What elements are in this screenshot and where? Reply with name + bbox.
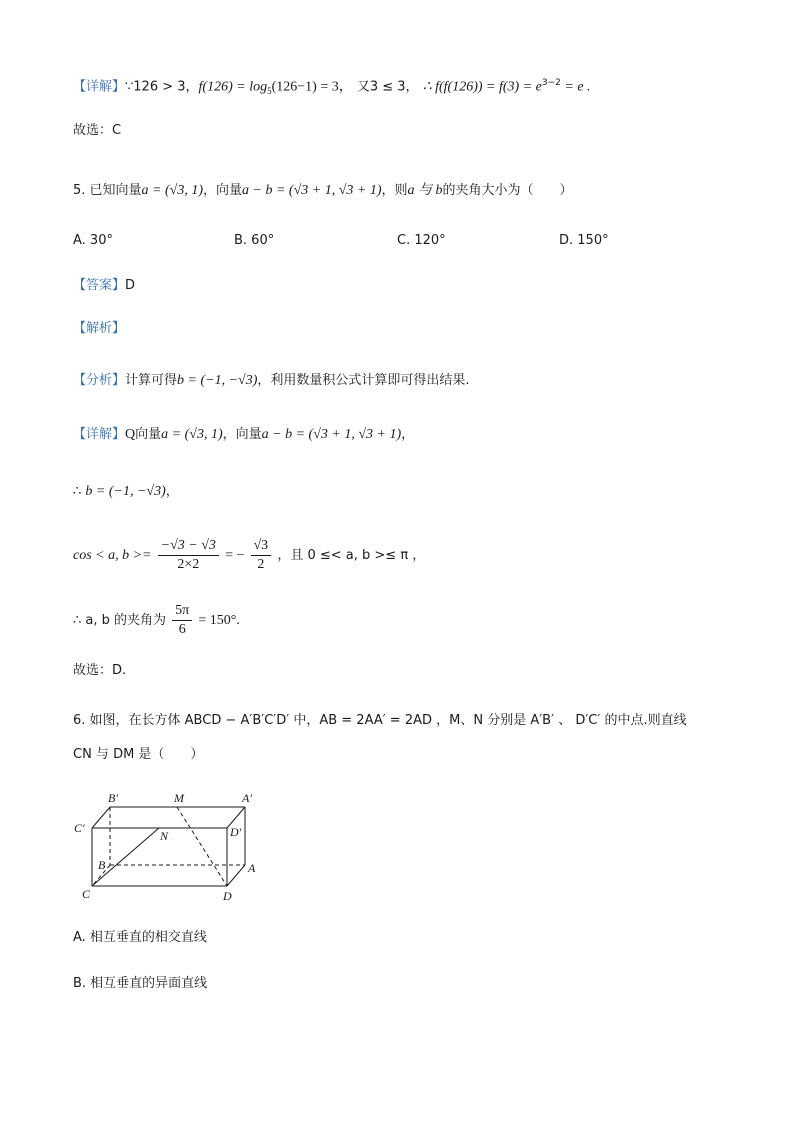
jiexi-heading: 【解析】 (73, 321, 126, 336)
label-N: N (160, 829, 169, 843)
step-1: ∴ b = (−1, −√3)， (73, 484, 179, 499)
label-Dp: D′ (230, 825, 242, 839)
detail-line-2: 【详解】Q向量a = (√3, 1)，向量a − b = (√3 + 1, √3 + 1)， (73, 427, 415, 442)
fraction-1: $\frac{-√3 - √3}{2\times 2}$ (158, 537, 219, 574)
q5-option-b: B. 60° (234, 233, 275, 248)
answer-value: D (125, 278, 136, 293)
q5-option-d: D. 150° (559, 233, 609, 248)
choice-line-c: 故选：C (73, 123, 122, 138)
label-Bp: B′ (108, 791, 118, 805)
q6-option-b: B. 相互垂直的异面直线 (73, 976, 208, 991)
fraction-3: $\frac{5\pi}{6}$ (172, 602, 192, 639)
label-C: C (82, 887, 91, 901)
analysis-tag: 【分析】 (73, 373, 126, 388)
label-Ap: A′ (242, 791, 252, 805)
question-6-stem-line-1: 6. 如图，在长方体 ABCD − A′B′C′D′ 中，AB = 2AA′ = 2AD ，M、N 分别是 A′B′ 、 D′C′ 的中点.则直线 (73, 713, 687, 728)
choice-line-d: 故选：D. (73, 663, 127, 678)
fraction-2: $\frac{√3}{2}$ (251, 537, 272, 574)
line-CN (92, 828, 159, 886)
label-M: M (174, 791, 184, 805)
label-B: B (98, 858, 106, 872)
analysis-line: 【分析】计算可得b = (−1, −√3)，利用数量积公式计算即可得出结果. (73, 373, 470, 388)
detail-line-1: 【详解】∵126 > 3，$f(126) = \log_5(126-1) = 3$， 又3 ≤ 3， ∴ $f(f(126)) = f(3) = e^{3-2} = e$ . (73, 78, 591, 96)
answer-tag: 【答案】 (73, 278, 126, 293)
edge-BpCp (92, 807, 110, 828)
edge-DA (227, 865, 245, 886)
label-A: A (248, 861, 256, 875)
line-MD (177, 807, 227, 886)
label-Cp: C′ (74, 821, 85, 835)
cuboid-figure (70, 790, 270, 905)
q5-option-a: A. 30° (73, 233, 113, 248)
q6-option-a: A. 相互垂直的相交直线 (73, 930, 207, 945)
answer-line (73, 275, 135, 297)
label-D: D (223, 889, 232, 903)
question-6-stem-line-2: CN 与 DM 是（ ） (73, 747, 204, 762)
step-3: ∴ a, b 的夹角为 $\frac{5\pi}{6}$ = 150°. (73, 603, 240, 637)
detail-tag: 【详解】 (73, 79, 126, 95)
q5-option-c: C. 120° (397, 233, 446, 248)
question-5-stem: 5. 已知向量a = (√3, 1)，向量a − b = (√3 + 1, √3 + 1)，则a 与 b的夹角大小为（ ） (73, 183, 573, 198)
step-2: cos < a, b >= $\frac{-√3 - √3}{2\times 2}$ = − $\frac{√3}{2}$ ，且 0 ≤< a, b >≤ π ， (73, 538, 426, 572)
